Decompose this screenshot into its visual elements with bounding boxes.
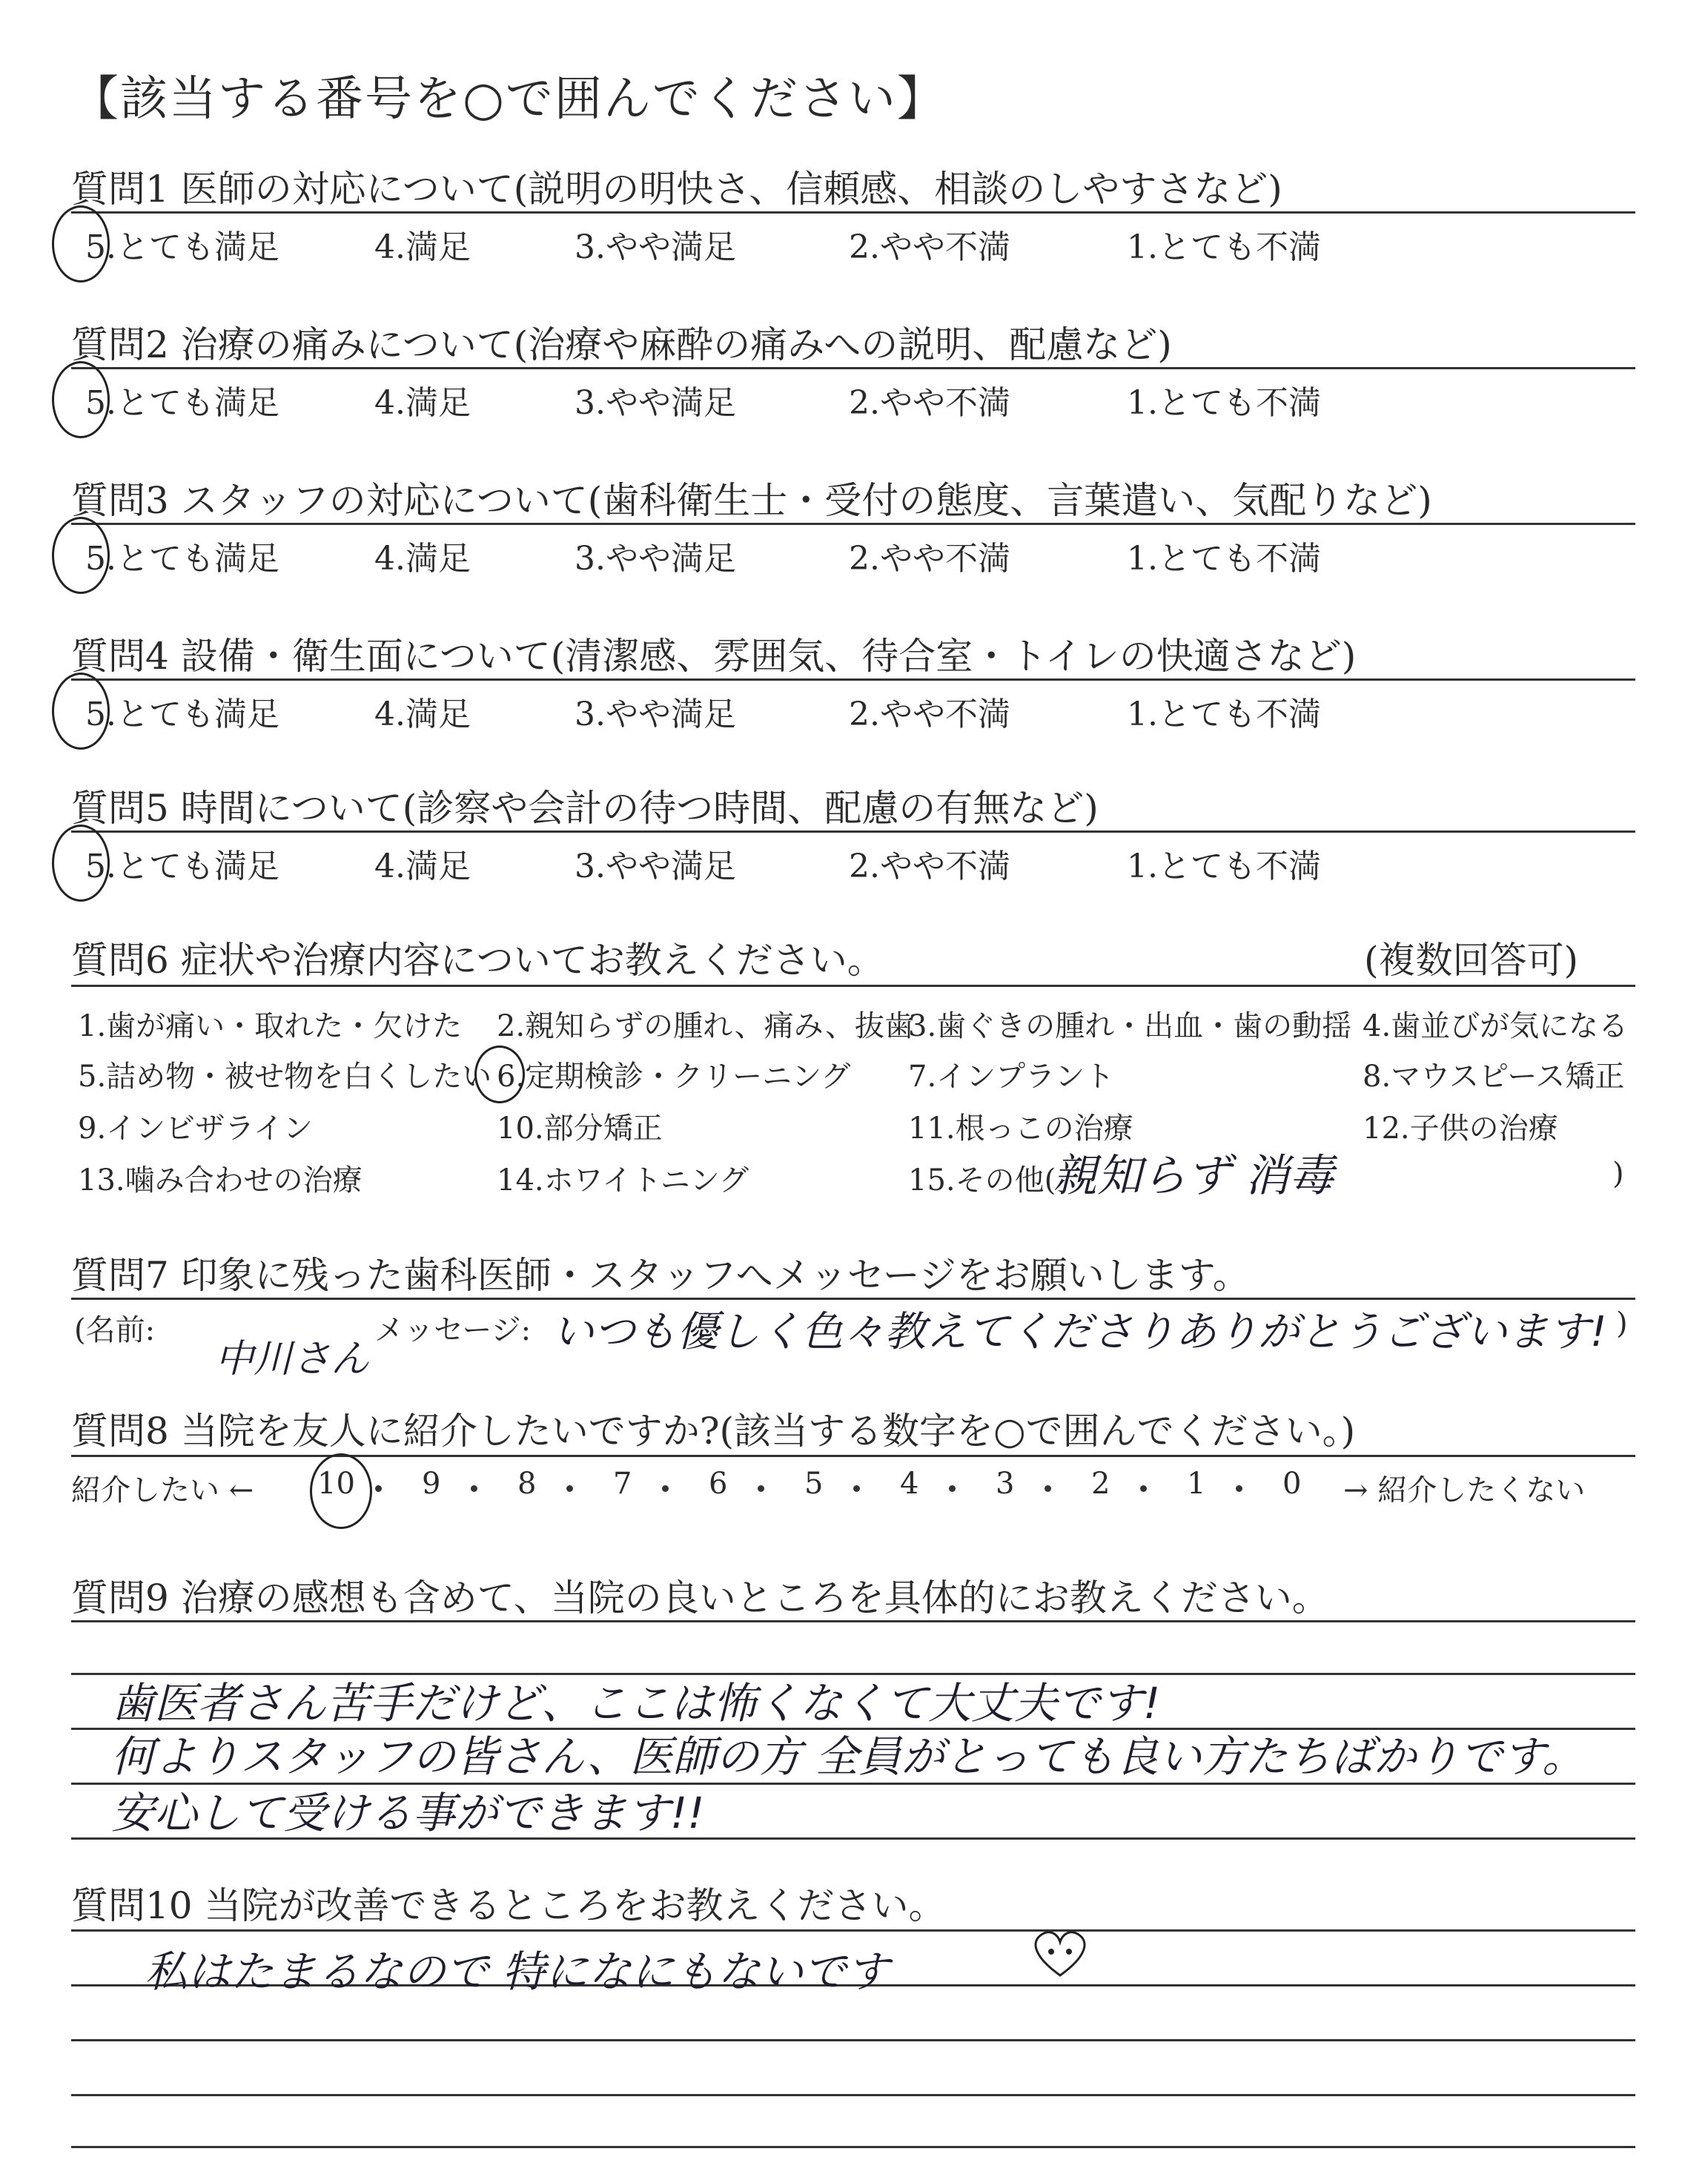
q9-answer-line-1: 歯医者さん苦手だけど、ここは怖くなくて大丈夫です! <box>111 1678 1161 1728</box>
q6-option-1[interactable]: 1.歯が痛い・取れた・欠けた <box>78 1009 463 1043</box>
q2-option-4[interactable]: 4.満足 <box>374 384 471 422</box>
q2-option-5[interactable]: 5.とても満足 <box>85 384 279 422</box>
q10-title: 質問10 当院が改善できるところをお教えください。 <box>71 1884 946 1927</box>
q6-rule <box>71 985 1635 987</box>
q7-message-label: メッセージ: <box>374 1313 532 1347</box>
q7-close-paren: ) <box>1616 1307 1628 1341</box>
q8-scale-10[interactable]: 10 <box>317 1467 355 1501</box>
q3-option-4[interactable]: 4.満足 <box>374 540 471 578</box>
q2-option-2[interactable]: 2.やや不満 <box>849 384 1010 422</box>
q2-selection-circle <box>52 361 110 438</box>
q5-option-5[interactable]: 5.とても満足 <box>85 848 279 885</box>
q10-rule-1 <box>71 1929 1635 1932</box>
q6-option-8[interactable]: 8.マウスピース矯正 <box>1363 1060 1625 1094</box>
q5-option-4[interactable]: 4.満足 <box>374 848 471 885</box>
q4-option-5[interactable]: 5.とても満足 <box>85 696 279 733</box>
q1-rule <box>71 211 1635 214</box>
q7-title: 質問7 印象に残った歯科医師・スタッフへメッセージをお願いします。 <box>71 1254 1250 1297</box>
q6-option-9[interactable]: 9.インビザライン <box>78 1112 313 1146</box>
q8-scale-6[interactable]: 6 <box>709 1467 728 1501</box>
q3-option-3[interactable]: 3.やや満足 <box>575 540 736 578</box>
q4-option-2[interactable]: 2.やや不満 <box>849 696 1010 733</box>
q8-scale-separator <box>1236 1485 1242 1492</box>
q5-title: 質問5 時間について(診察や会計の待つ時間、配慮の有無など) <box>71 787 1099 830</box>
q1-selection-circle <box>52 205 110 283</box>
q4-rule <box>71 678 1635 681</box>
q5-option-1[interactable]: 1.とても不満 <box>1127 848 1321 885</box>
q8-scale-separator <box>949 1485 956 1492</box>
q6-other-close-paren: ) <box>1612 1157 1624 1191</box>
q6-option-14[interactable]: 14.ホワイトニング <box>497 1163 749 1198</box>
q5-option-2[interactable]: 2.やや不満 <box>849 848 1010 885</box>
q6-option-6[interactable]: 6.定期検診・クリーニング <box>497 1060 851 1094</box>
q3-rule <box>71 523 1635 525</box>
q10-answer-handwritten: 私はたまるなので 特になにもないです <box>145 1946 890 1997</box>
q3-selection-circle <box>52 517 110 594</box>
q9-answer-line-3: 安心して受ける事ができます!! <box>111 1788 705 1838</box>
q9-answer-line-2: 何よりスタッフの皆さん、医師の方 全員がとっても良い方たちばかりです。 <box>111 1731 1586 1782</box>
q6-option-7[interactable]: 7.インプラント <box>908 1060 1115 1094</box>
q3-option-5[interactable]: 5.とても満足 <box>85 540 279 578</box>
q8-rule <box>71 1455 1635 1457</box>
q8-scale-separator <box>662 1485 669 1492</box>
q4-option-4[interactable]: 4.満足 <box>374 696 471 733</box>
q8-right-label: → 紹介したくない <box>1343 1473 1586 1507</box>
q8-scale-7[interactable]: 7 <box>613 1467 632 1501</box>
q6-option-11[interactable]: 11.根っこの治療 <box>908 1112 1133 1146</box>
q7-name-label: (名前: <box>74 1313 156 1347</box>
q4-title: 質問4 設備・衛生面について(清潔感、雰囲気、待合室・トイレの快適さなど) <box>71 635 1357 678</box>
q1-option-2[interactable]: 2.やや不満 <box>849 228 1010 266</box>
heart-doodle-icon <box>1027 1923 1093 1986</box>
q6-option-3[interactable]: 3.歯ぐきの腫れ・出血・歯の動揺 <box>908 1009 1352 1043</box>
q6-title: 質問6 症状や治療内容についてお教えください。 <box>71 939 884 982</box>
q10-rule-5 <box>71 2146 1635 2148</box>
q6-option-13[interactable]: 13.噛み合わせの治療 <box>78 1163 363 1198</box>
q8-scale-4[interactable]: 4 <box>900 1467 919 1501</box>
q8-scale-3[interactable]: 3 <box>996 1467 1015 1501</box>
q8-scale-2[interactable]: 2 <box>1091 1467 1110 1501</box>
q1-option-4[interactable]: 4.満足 <box>374 228 471 266</box>
q8-title: 質問8 当院を友人に紹介したいですか?(該当する数字を○で囲んでください。) <box>71 1410 1356 1453</box>
q6-note: (複数回答可) <box>1364 939 1579 982</box>
q2-title: 質問2 治療の痛みについて(治療や麻酔の痛みへの説明、配慮など) <box>71 323 1172 366</box>
q5-rule <box>71 830 1635 833</box>
q8-scale-5[interactable]: 5 <box>804 1467 824 1501</box>
q4-selection-circle <box>52 673 110 750</box>
q3-title: 質問3 スタッフの対応について(歯科衛生士・受付の態度、言葉遣い、気配りなど) <box>71 479 1432 522</box>
q2-option-1[interactable]: 1.とても不満 <box>1127 384 1321 422</box>
q8-scale-separator <box>471 1485 477 1492</box>
q7-message-handwritten: いつも優しく色々教えてくださりありがとうございます! <box>552 1308 1607 1356</box>
q6-option-15[interactable]: 15.その他( <box>908 1163 1056 1198</box>
q1-title: 質問1 医師の対応について(説明の明快さ、信頼感、相談のしやすさなど) <box>71 168 1282 211</box>
q9-title: 質問9 治療の感想も含めて、当院の良いところを具体的にお教えください。 <box>71 1576 1329 1619</box>
q5-option-3[interactable]: 3.やや満足 <box>575 848 736 885</box>
q6-other-handwritten: 親知らず 消毒 <box>1053 1150 1334 1202</box>
q8-scale-separator <box>566 1485 573 1492</box>
q2-option-3[interactable]: 3.やや満足 <box>575 384 736 422</box>
q6-option-12[interactable]: 12.子供の治療 <box>1363 1112 1558 1146</box>
q2-rule <box>71 367 1635 369</box>
q7-name-handwritten: 中川さん <box>215 1337 370 1381</box>
q6-option-2[interactable]: 2.親知らずの腫れ、痛み、抜歯 <box>497 1009 914 1043</box>
q10-rule-3 <box>71 2039 1635 2041</box>
q1-option-3[interactable]: 3.やや満足 <box>575 228 736 266</box>
q6-selection-circle <box>474 1046 525 1103</box>
q5-selection-circle <box>52 825 110 902</box>
q8-scale-separator <box>853 1485 860 1492</box>
q1-option-1[interactable]: 1.とても不満 <box>1127 228 1321 266</box>
q1-option-5[interactable]: 5.とても満足 <box>85 228 279 266</box>
q4-option-3[interactable]: 3.やや満足 <box>575 696 736 733</box>
q3-option-1[interactable]: 1.とても不満 <box>1127 540 1321 578</box>
q8-scale-separator <box>1140 1485 1147 1492</box>
q6-option-10[interactable]: 10.部分矯正 <box>497 1112 663 1146</box>
q8-scale-0[interactable]: 0 <box>1282 1467 1302 1501</box>
q8-selection-circle <box>310 1453 372 1529</box>
q4-option-1[interactable]: 1.とても不満 <box>1127 696 1321 733</box>
q8-scale-separator <box>375 1485 382 1492</box>
q10-rule-4 <box>71 2094 1635 2096</box>
q8-scale-separator <box>1045 1485 1051 1492</box>
q8-scale-separator <box>758 1485 764 1492</box>
q3-option-2[interactable]: 2.やや不満 <box>849 540 1010 578</box>
q9-rule-1 <box>71 1620 1635 1622</box>
q6-option-5[interactable]: 5.詰め物・被せ物を白くしたい <box>78 1060 492 1094</box>
q8-left-label: 紹介したい ← <box>71 1473 254 1507</box>
q8-scale-9[interactable]: 9 <box>422 1467 441 1501</box>
q8-scale-8[interactable]: 8 <box>517 1467 537 1501</box>
q6-option-4[interactable]: 4.歯並びが気になる <box>1363 1009 1629 1043</box>
q8-scale-1[interactable]: 1 <box>1187 1467 1206 1501</box>
form-header: 【該当する番号を○で囲んでください】 <box>71 72 946 127</box>
